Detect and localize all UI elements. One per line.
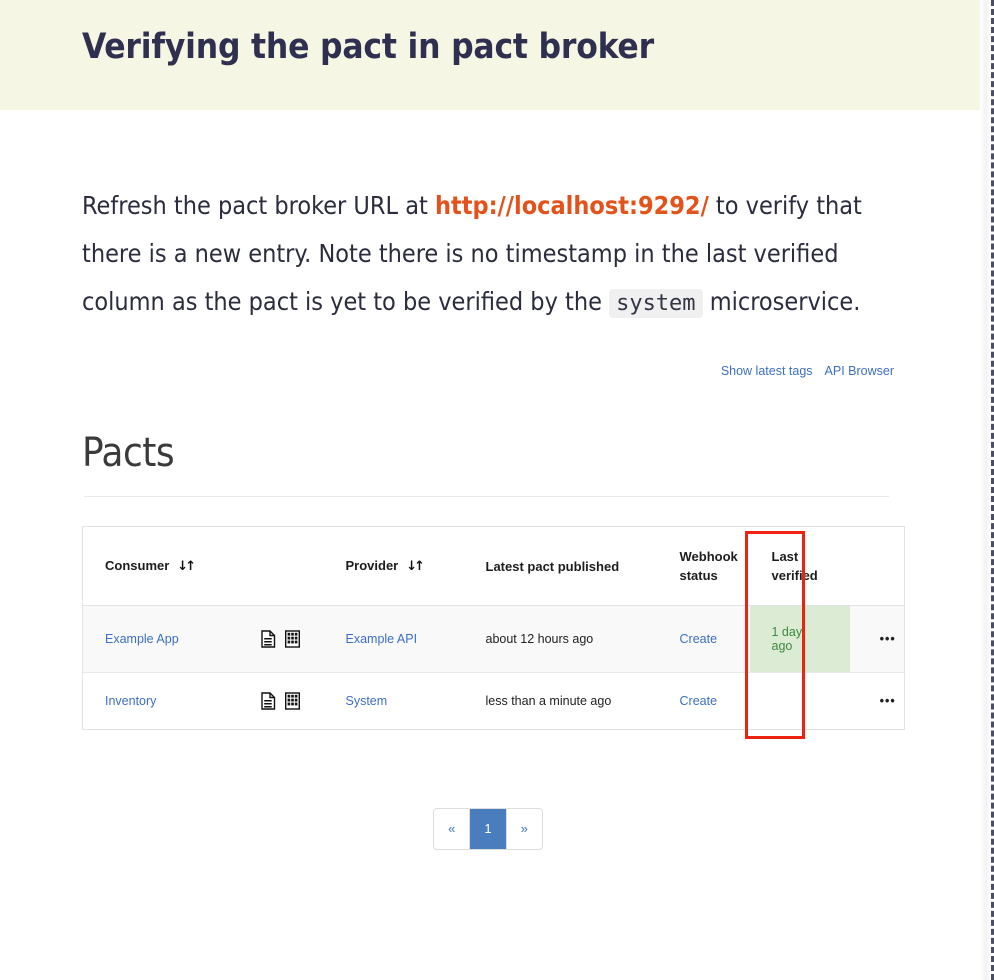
cell-actions[interactable]: ••• <box>850 606 905 673</box>
cell-webhook-status <box>658 606 750 673</box>
pacts-table <box>82 526 905 730</box>
cell-consumer <box>83 673 261 730</box>
pagination-container <box>82 730 894 850</box>
intro-paragraph <box>82 110 872 328</box>
pact-document-icon[interactable] <box>261 630 276 648</box>
pagination-page-1-button[interactable]: 1 <box>470 809 506 849</box>
cell-latest-pact-published: about 12 hours ago <box>464 606 658 673</box>
cell-consumer <box>83 606 261 673</box>
pagination-next-button[interactable]: » <box>520 821 528 836</box>
column-header-webhook-status: Webhook status <box>658 527 750 606</box>
cell-row-icons <box>261 673 324 730</box>
table-header-row <box>83 527 905 606</box>
pact-document-icon[interactable] <box>261 692 276 710</box>
pacts-table-container <box>82 526 896 730</box>
page-right-edge-boundary <box>980 0 994 980</box>
intro-text-after-link: to verify that there is a new entry. Note there is no timestamp in the last verified column as the pact is yet to be verified by the <box>82 191 862 316</box>
pacts-heading-divider <box>84 496 889 497</box>
cell-last-verified <box>750 606 822 673</box>
webhook-create-link[interactable]: Create <box>679 632 718 646</box>
main-content <box>0 110 980 850</box>
pacts-table-head <box>83 527 905 606</box>
page-title: Verifying the pact in pact broker <box>82 27 654 67</box>
column-header-actions <box>850 527 905 606</box>
cell-webhook-status <box>658 673 750 730</box>
provider-link[interactable]: Example API <box>345 632 418 646</box>
intro-text-before-link: Refresh the pact broker URL at <box>82 191 435 220</box>
show-latest-tags-link[interactable]: Show latest tags <box>720 364 813 378</box>
sort-arrows-icon[interactable]: ↓↑ <box>406 559 423 574</box>
column-header-provider[interactable] <box>324 527 464 606</box>
last-verified-value: 1 day ago <box>771 625 803 653</box>
provider-link[interactable]: System <box>345 694 388 708</box>
intro-text-tail: microservice. <box>702 287 861 316</box>
table-row <box>83 606 905 673</box>
column-header-last-verified: Last verified <box>750 527 822 606</box>
cell-last-verified <box>750 673 822 730</box>
pact-matrix-grid-icon[interactable] <box>285 692 300 710</box>
consumer-link[interactable]: Example App <box>105 632 179 646</box>
broker-toolbar <box>82 328 894 378</box>
webhook-create-link[interactable]: Create <box>679 694 718 708</box>
cell-latest-pact-published: less than a minute ago <box>485 694 612 708</box>
column-header-provider-label: Provider <box>345 558 399 573</box>
pact-matrix-grid-icon[interactable] <box>285 630 300 648</box>
cell-blank <box>822 606 850 673</box>
column-header-consumer[interactable] <box>83 527 261 606</box>
pagination-prev-button[interactable]: « <box>434 809 470 849</box>
inline-code-system: system <box>609 289 702 318</box>
cell-provider <box>324 673 464 730</box>
cell-actions[interactable]: ••• <box>879 694 896 708</box>
column-header-blank <box>822 527 850 606</box>
api-browser-link[interactable]: API Browser <box>824 364 894 378</box>
column-header-consumer-label: Consumer <box>105 558 170 573</box>
pact-broker-url-link[interactable]: http://localhost:9292/ <box>434 191 709 220</box>
cell-row-icons <box>261 606 324 673</box>
cell-provider <box>324 606 464 673</box>
document-header-band <box>0 0 980 110</box>
sort-arrows-icon[interactable]: ↓↑ <box>177 559 194 574</box>
consumer-link[interactable]: Inventory <box>105 694 157 708</box>
pagination <box>433 808 543 850</box>
cell-blank <box>822 673 850 730</box>
pacts-table-body <box>83 606 905 730</box>
column-header-latest-pact-published: Latest pact published <box>464 527 658 606</box>
table-row <box>83 673 905 730</box>
column-header-icons <box>261 527 324 606</box>
pacts-heading: Pacts <box>82 430 175 476</box>
